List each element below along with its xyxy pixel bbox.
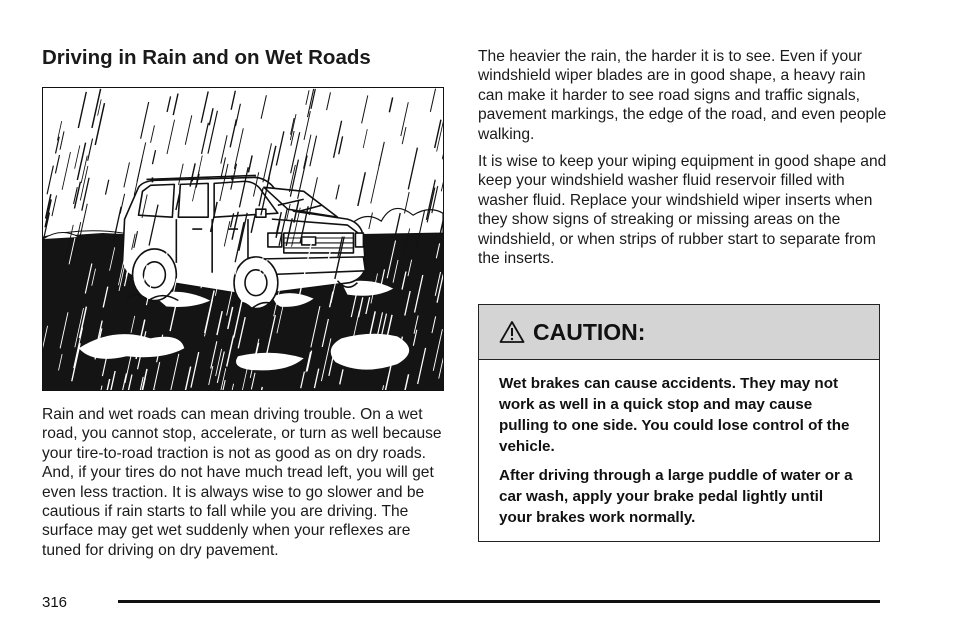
caution-paragraph-wet-brakes: Wet brakes can cause accidents. They may not work as well in a quick stop and may cause pulling to one side. You could lose control of the vehicle. [499,375,850,455]
section-heading: Driving in Rain and on Wet Roads [42,46,371,69]
caution-body [479,360,879,528]
intro-paragraph: Rain and wet roads can mean driving trouble. On a wet road, you cannot stop, accelerate, or turn as well because your tire-to-road traction is not as good as on dry roads. And, if your tires do not have much tread left, you will get even less traction. It is always wise to go slower and be cautious if rain starts to fall while you are driving. The surface may get wet suddenly when your reflexes are tuned for driving on dry pavement. [42,406,442,559]
caution-box [478,304,880,542]
rain-driving-illustration [42,87,444,391]
caution-header [479,305,879,360]
caution-paragraph-brake-pedal: After driving through a large puddle of water or a car wash, apply your brake pedal lightly until your brakes work normally. [499,467,853,526]
right-column [478,47,888,268]
warning-icon [499,320,525,344]
page-number: 316 [42,594,68,611]
visibility-paragraph: The heavier the rain, the harder it is to see. Even if your windshield wiper blades are in good shape, a heavy rain can make it harder to see road signs and traffic signals, pavement markings, the edge of the road, and even people walking. [478,48,887,143]
footer-rule [118,600,880,603]
caution-title: CAUTION: [533,318,646,345]
wiper-paragraph: It is wise to keep your wiping equipment in good shape and keep your windshield washer fluid reservoir filled with washer fluid. Replace your windshield wiper inserts when they show signs of streaking or missing areas on the windshield, or when strips of rubber start to separate from the inserts. [478,153,887,268]
